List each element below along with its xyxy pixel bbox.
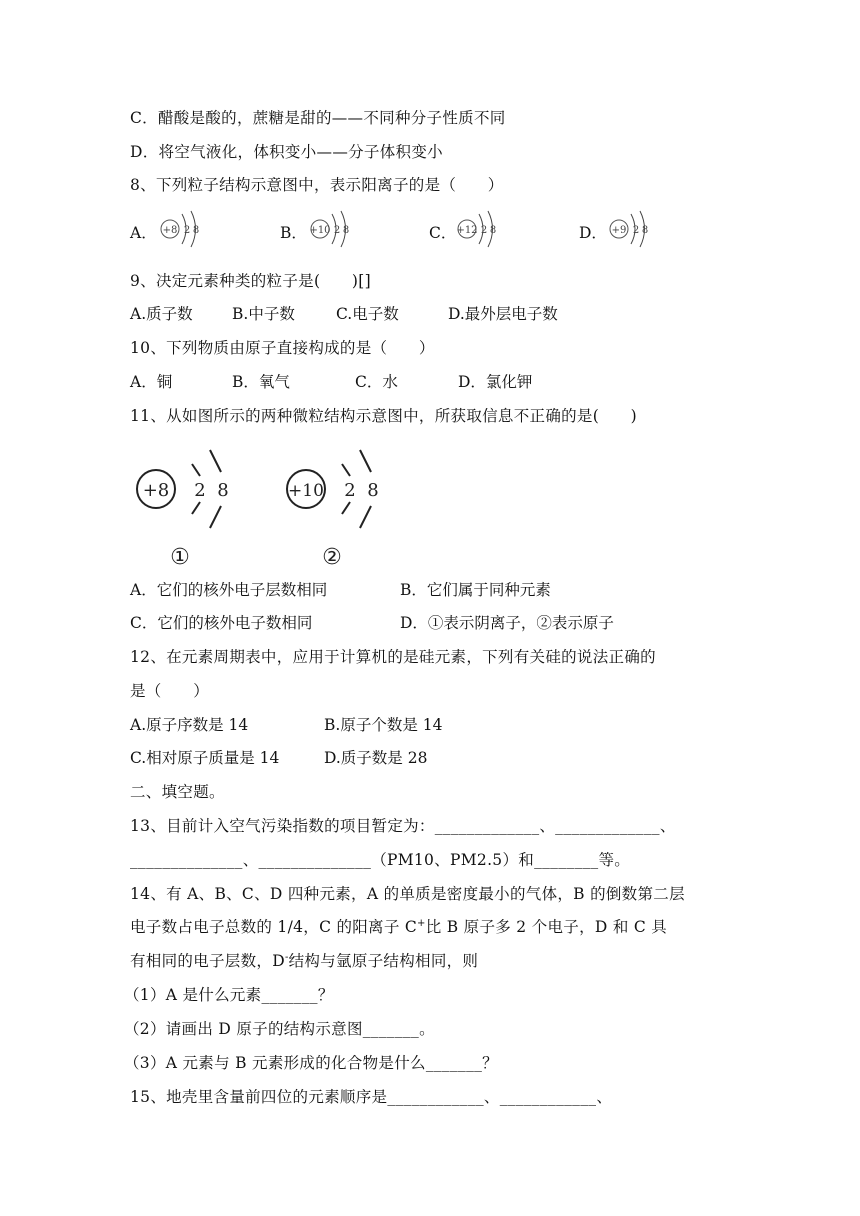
q11-option-d: D．①表示阴离子，②表示原子 (400, 614, 614, 632)
shell-electrons-2: 8 (367, 480, 379, 501)
diagram-marker: ② (322, 545, 342, 570)
q8-option-a-label: A． (130, 224, 157, 242)
q11-diagram-1 (134, 440, 244, 570)
q8-option-c-diagram (455, 206, 511, 252)
q12-stem-line-1: 12、在元素周期表中，应用于计算机的是硅元素，下列有关硅的说法正确的 (130, 648, 656, 666)
q9-option-c: C.电子数 (336, 305, 399, 323)
nucleus-charge: +10 (288, 481, 324, 501)
q14-line-1: 14、有 A、B、C、D 四种元素，A 的单质是密度最小的气体，B 的倒数第二层 (130, 885, 685, 903)
q12-stem-line-2: 是（ ） (130, 682, 210, 700)
q8-option-c-label: C． (429, 224, 457, 242)
q8-option-d-diagram (607, 206, 663, 252)
nucleus-charge: +12 (456, 225, 478, 236)
q14-line-2: 电子数占电子总数的 1/4，C 的阳离子 C+比 B 原子多 2 个电子，D 和 C 具 (130, 917, 668, 936)
q10-option-b: B．氧气 (232, 373, 290, 391)
q14-sub-3: （3）A 元素与 B 元素形成的化合物是什么_______？ (124, 1054, 498, 1072)
q8-option-b-label: B． (280, 224, 307, 242)
q10-option-c: C．水 (355, 373, 398, 391)
q8-option-a-diagram (158, 206, 214, 252)
nucleus-charge: +8 (162, 225, 178, 236)
shell-electrons-1: 2 (632, 225, 640, 236)
q12-option-d: D.质子数是 28 (324, 749, 428, 767)
q9-option-d: D.最外层电子数 (448, 305, 558, 323)
q11-option-b: B．它们属于同种元素 (400, 581, 551, 599)
q13-line-2: ______________、______________（PM10、PM2.5）和________等。 (130, 851, 631, 869)
q9-option-b: B.中子数 (232, 305, 295, 323)
q7-option-c: C．醋酸是酸的，蔗糖是甜的——不同种分子性质不同 (130, 109, 506, 127)
q11-option-c: C．它们的核外电子数相同 (130, 614, 313, 632)
q11-stem: 11、从如图所示的两种微粒结构示意图中，所获取信息不正确的是( ) (130, 407, 638, 425)
nucleus-charge: +8 (142, 480, 170, 501)
q11-option-a: A．它们的核外电子层数相同 (130, 581, 328, 599)
shell-electrons-2: 8 (489, 225, 497, 236)
q15-line-1: 15、地壳里含量前四位的元素顺序是____________、____________、 (130, 1088, 613, 1106)
q14-sub-1: （1）A 是什么元素_______？ (124, 986, 334, 1004)
q8-stem: 8、下列粒子结构示意图中，表示阳离子的是（ ） (130, 176, 504, 194)
shell-electrons-1: 2 (183, 225, 191, 236)
nucleus-charge: +10 (309, 225, 331, 236)
q9-stem: 9、决定元素种类的粒子是( )[] (130, 272, 371, 290)
shell-electrons-2: 8 (342, 225, 350, 236)
shell-electrons-2: 8 (641, 225, 649, 236)
nucleus-charge: +9 (611, 225, 627, 236)
q9-option-a: A.质子数 (130, 305, 193, 323)
q10-stem: 10、下列物质由原子直接构成的是（ ） (130, 339, 435, 357)
q10-option-a: A．铜 (130, 373, 173, 391)
q12-option-c: C.相对原子质量是 14 (130, 749, 280, 767)
shell-electrons-1: 2 (480, 225, 488, 236)
q12-option-b: B.原子个数是 14 (324, 716, 443, 734)
q11-diagram-2 (284, 440, 394, 570)
shell-electrons-1: 2 (344, 480, 356, 501)
shell-electrons-2: 8 (217, 480, 229, 501)
q14-sub-2: （2）请画出 D 原子的结构示意图_______。 (124, 1020, 435, 1038)
q10-option-d: D．氯化钾 (458, 373, 533, 391)
q12-option-a: A.原子序数是 14 (130, 716, 249, 734)
q14-line-3: 有相同的电子层数，D-结构与氩原子结构相同，则 (130, 951, 479, 970)
shell-electrons-1: 2 (333, 225, 341, 236)
q8-option-b-diagram (308, 206, 364, 252)
shell-electrons-1: 2 (194, 480, 206, 501)
shell-electrons-2: 8 (192, 225, 200, 236)
section-heading: 二、填空题。 (130, 783, 225, 801)
q13-line-1: 13、目前计入空气污染指数的项目暂定为：_____________、_____________、 (130, 817, 676, 835)
diagram-marker: ① (170, 545, 190, 570)
q8-option-d-label: D． (579, 224, 607, 242)
q7-option-d: D．将空气液化，体积变小——分子体积变小 (130, 143, 443, 161)
